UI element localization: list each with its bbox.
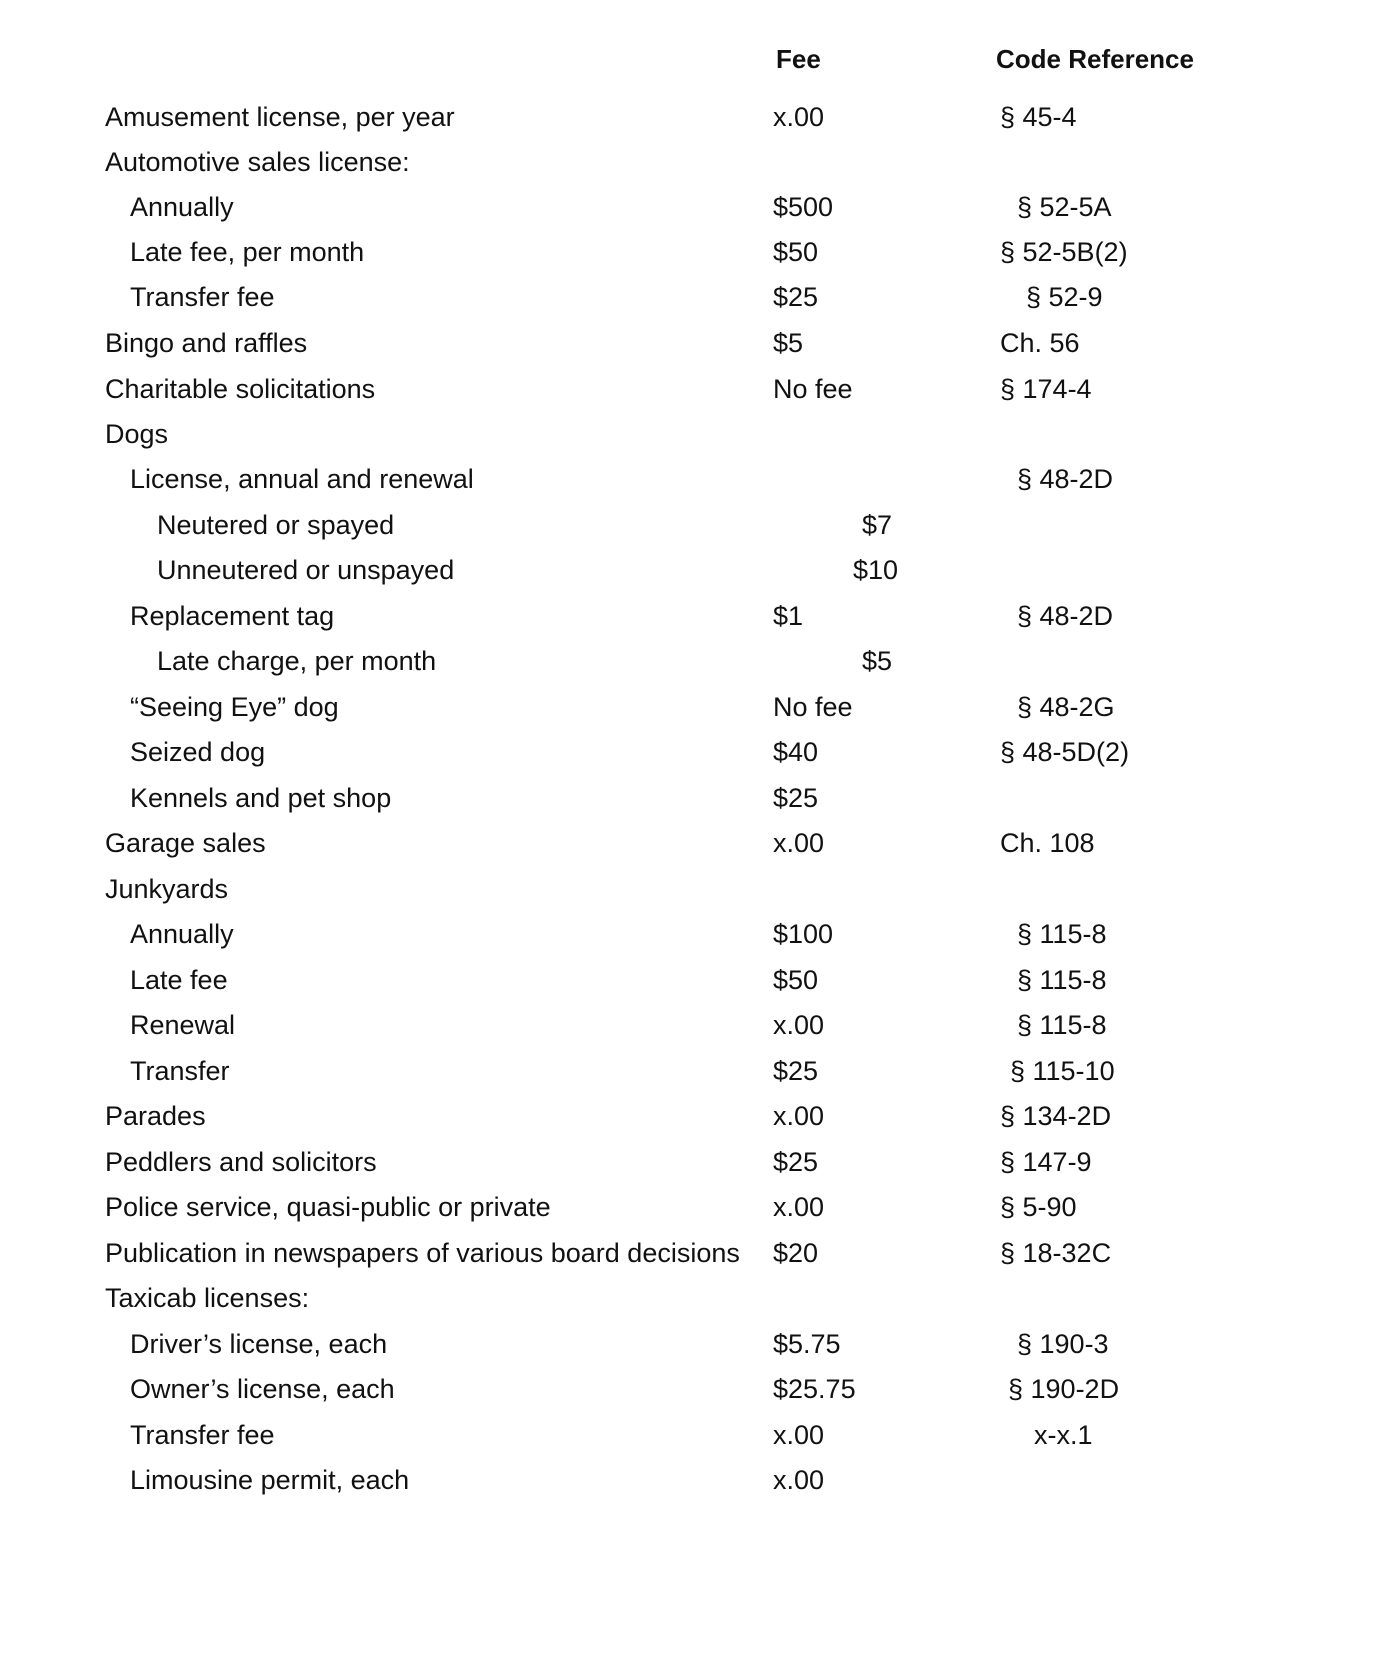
- table-row: [0, 1055, 1390, 1095]
- row-fee: $1: [773, 601, 804, 631]
- row-label: Peddlers and solicitors: [105, 1147, 377, 1177]
- table-row: [0, 281, 1390, 321]
- row-label: Amusement license, per year: [105, 102, 455, 132]
- row-fee: $50: [773, 965, 819, 995]
- table-row: [0, 645, 1390, 685]
- row-code-reference: § 48-2D: [1017, 464, 1114, 494]
- row-fee: $100: [773, 919, 834, 949]
- table-row: [0, 1328, 1390, 1368]
- row-code-reference: x-x.1: [1034, 1420, 1093, 1450]
- table-row: [0, 918, 1390, 958]
- table-row: [0, 373, 1390, 413]
- row-code-reference: § 190-3: [1017, 1329, 1109, 1359]
- row-label: Owner’s license, each: [130, 1374, 395, 1404]
- row-code-reference: § 5-90: [1000, 1192, 1077, 1222]
- table-row: [0, 1146, 1390, 1186]
- row-code-reference: Ch. 56: [1000, 328, 1080, 358]
- row-label: Unneutered or unspayed: [157, 555, 455, 585]
- row-fee: x.00: [773, 1192, 825, 1222]
- row-label: Replacement tag: [130, 601, 335, 631]
- row-label: Automotive sales license:: [105, 147, 410, 177]
- table-row: [0, 1373, 1390, 1413]
- row-label: Publication in newspapers of various board decisions: [105, 1238, 740, 1268]
- row-label: Late fee, per month: [130, 237, 365, 267]
- table-row: [0, 1237, 1390, 1277]
- fee-column-header: Fee: [776, 44, 821, 74]
- row-label: Transfer fee: [130, 282, 275, 312]
- row-code-reference: § 45-4: [1000, 102, 1077, 132]
- row-code-reference: Ch. 108: [1000, 828, 1095, 858]
- table-row: [0, 1009, 1390, 1049]
- row-fee: x.00: [773, 102, 825, 132]
- row-code-reference: § 52-5A: [1017, 192, 1112, 222]
- table-row: [0, 1191, 1390, 1231]
- row-label: Dogs: [105, 419, 169, 449]
- row-label: Transfer fee: [130, 1420, 275, 1450]
- row-fee: x.00: [773, 1420, 825, 1450]
- table-row: [0, 782, 1390, 822]
- table-row: [0, 600, 1390, 640]
- row-fee: $10: [853, 555, 899, 585]
- row-label: Kennels and pet shop: [130, 783, 392, 813]
- table-row: [0, 1100, 1390, 1140]
- table-row: [0, 418, 1390, 458]
- row-code-reference: § 52-9: [1026, 282, 1103, 312]
- row-code-reference: § 174-4: [1000, 374, 1092, 404]
- row-label: Driver’s license, each: [130, 1329, 388, 1359]
- table-row: [0, 327, 1390, 367]
- row-code-reference: § 134-2D: [1000, 1101, 1112, 1131]
- row-fee: $25: [773, 1147, 819, 1177]
- row-fee: $5: [773, 328, 804, 358]
- row-label: Junkyards: [105, 874, 229, 904]
- row-code-reference: § 48-2G: [1017, 692, 1115, 722]
- table-row: [0, 554, 1390, 594]
- row-fee: No fee: [773, 692, 853, 722]
- row-label: Neutered or spayed: [157, 510, 395, 540]
- row-code-reference: § 52-5B(2): [1000, 237, 1128, 267]
- row-label: License, annual and renewal: [130, 464, 474, 494]
- row-fee: x.00: [773, 1101, 825, 1131]
- row-code-reference: § 147-9: [1000, 1147, 1092, 1177]
- row-label: Limousine permit, each: [130, 1465, 410, 1495]
- row-fee: x.00: [773, 1010, 825, 1040]
- row-label: Transfer: [130, 1056, 230, 1086]
- row-code-reference: § 48-2D: [1017, 601, 1114, 631]
- row-fee: $25.75: [773, 1374, 856, 1404]
- row-fee: $40: [773, 737, 819, 767]
- row-fee: x.00: [773, 1465, 825, 1495]
- row-code-reference: § 115-8: [1017, 1010, 1107, 1040]
- row-fee: $5: [862, 646, 893, 676]
- row-label: Parades: [105, 1101, 206, 1131]
- row-fee: $5.75: [773, 1329, 841, 1359]
- row-label: Annually: [130, 192, 234, 222]
- table-row: [0, 1464, 1390, 1504]
- row-fee: $25: [773, 1056, 819, 1086]
- code-reference-column-header: Code Reference: [996, 44, 1194, 74]
- row-code-reference: § 115-10: [1010, 1056, 1115, 1086]
- row-fee: $25: [773, 282, 819, 312]
- row-fee: x.00: [773, 828, 825, 858]
- row-label: “Seeing Eye” dog: [130, 692, 339, 722]
- row-fee: $50: [773, 237, 819, 267]
- row-fee: $20: [773, 1238, 819, 1268]
- row-fee: $500: [773, 192, 834, 222]
- row-code-reference: § 18-32C: [1000, 1238, 1112, 1268]
- row-label: Charitable solicitations: [105, 374, 376, 404]
- table-row: [0, 101, 1390, 141]
- row-label: Bingo and raffles: [105, 328, 308, 358]
- row-fee: $7: [862, 510, 893, 540]
- table-row: [0, 1419, 1390, 1459]
- row-label: Late charge, per month: [157, 646, 437, 676]
- row-fee: No fee: [773, 374, 853, 404]
- row-label: Annually: [130, 919, 234, 949]
- row-code-reference: § 190-2D: [1008, 1374, 1120, 1404]
- row-fee: $25: [773, 783, 819, 813]
- table-row: [0, 463, 1390, 503]
- table-row: [0, 691, 1390, 731]
- table-row: [0, 736, 1390, 776]
- row-label: Police service, quasi-public or private: [105, 1192, 551, 1222]
- table-row: [0, 509, 1390, 549]
- row-code-reference: § 48-5D(2): [1000, 737, 1130, 767]
- row-label: Renewal: [130, 1010, 236, 1040]
- row-label: Taxicab licenses:: [105, 1283, 310, 1313]
- row-label: Seized dog: [130, 737, 266, 767]
- row-label: Garage sales: [105, 828, 266, 858]
- table-row: [0, 827, 1390, 867]
- table-row: [0, 191, 1390, 231]
- table-row: [0, 1282, 1390, 1322]
- row-code-reference: § 115-8: [1017, 965, 1107, 995]
- row-label: Late fee: [130, 965, 228, 995]
- table-row: [0, 146, 1390, 186]
- row-code-reference: § 115-8: [1017, 919, 1107, 949]
- table-row: [0, 964, 1390, 1004]
- table-row: [0, 873, 1390, 913]
- table-row: [0, 236, 1390, 276]
